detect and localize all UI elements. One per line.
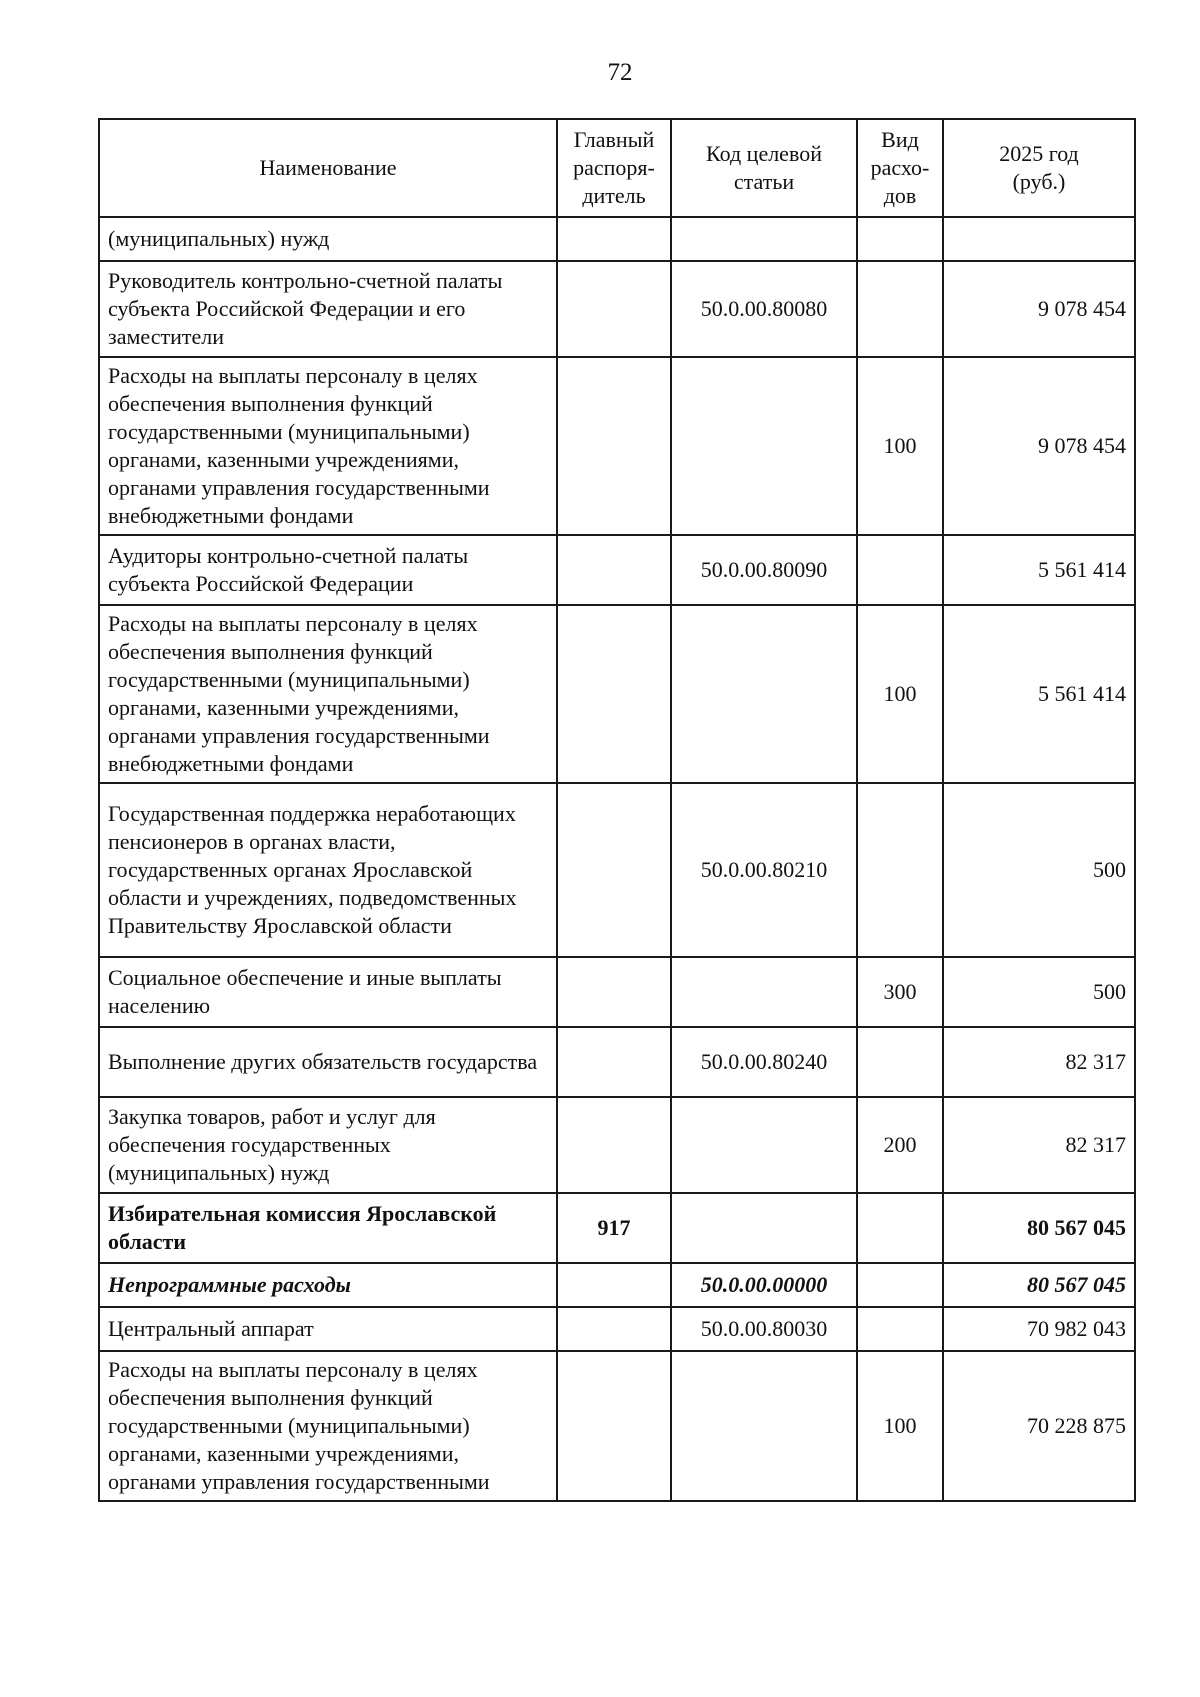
row-target-code-cell: 50.0.00.80030 <box>671 1307 857 1351</box>
row-name-cell: Непрограммные расходы <box>99 1263 557 1307</box>
row-expense-kind-cell <box>857 1307 943 1351</box>
row-name-cell: Расходы на выплаты персоналу в целях обеспечения выполнения функций государственными (муниципальными) органами, казенными учреждениями, органами управления государственными внебюджетными фондами <box>99 605 557 783</box>
row-expense-kind-cell <box>857 1263 943 1307</box>
row-target-code-cell <box>671 1351 857 1501</box>
row-target-code-cell: 50.0.00.80080 <box>671 261 857 357</box>
row-amount-cell: 500 <box>943 957 1135 1027</box>
row-chief-manager-cell <box>557 1351 671 1501</box>
row-expense-kind-cell <box>857 535 943 605</box>
row-amount-cell: 70 982 043 <box>943 1307 1135 1351</box>
row-amount-cell: 9 078 454 <box>943 261 1135 357</box>
row-amount-cell: 70 228 875 <box>943 1351 1135 1501</box>
row-name-cell: Закупка товаров, работ и услуг для обеспечения государственных (муниципальных) нужд <box>99 1097 557 1193</box>
row-amount-cell: 5 561 414 <box>943 535 1135 605</box>
table-row <box>99 1351 1135 1501</box>
table-row <box>99 957 1135 1027</box>
row-expense-kind-cell: 100 <box>857 605 943 783</box>
row-name-cell: Выполнение других обязательств государства <box>99 1027 557 1097</box>
row-amount-cell <box>943 217 1135 261</box>
row-chief-manager-cell <box>557 1027 671 1097</box>
row-expense-kind-cell: 200 <box>857 1097 943 1193</box>
row-amount-cell: 80 567 045 <box>943 1193 1135 1263</box>
row-expense-kind-cell <box>857 217 943 261</box>
row-amount-cell: 82 317 <box>943 1027 1135 1097</box>
table-body <box>99 217 1135 1501</box>
row-amount-cell: 5 561 414 <box>943 605 1135 783</box>
table-row <box>99 535 1135 605</box>
row-target-code-cell <box>671 1193 857 1263</box>
row-name-cell: Социальное обеспечение и иные выплаты населению <box>99 957 557 1027</box>
row-name-cell: Государственная поддержка неработающих пенсионеров в органах власти, государственных органах Ярославской области и учреждениях, подведомственных Правительству Ярославской области <box>99 783 557 957</box>
row-target-code-cell: 50.0.00.00000 <box>671 1263 857 1307</box>
row-amount-cell: 500 <box>943 783 1135 957</box>
row-chief-manager-cell <box>557 217 671 261</box>
row-expense-kind-cell: 100 <box>857 1351 943 1501</box>
row-chief-manager-cell <box>557 1263 671 1307</box>
row-name-cell: Аудиторы контрольно-счетной палаты субъекта Российской Федерации <box>99 535 557 605</box>
row-target-code-cell: 50.0.00.80090 <box>671 535 857 605</box>
row-target-code-cell <box>671 217 857 261</box>
row-chief-manager-cell <box>557 783 671 957</box>
table-row <box>99 1193 1135 1263</box>
table-row <box>99 783 1135 957</box>
row-chief-manager-cell <box>557 1307 671 1351</box>
row-expense-kind-cell: 100 <box>857 357 943 535</box>
row-chief-manager-cell <box>557 357 671 535</box>
table-header <box>99 119 1135 217</box>
table-row <box>99 261 1135 357</box>
table-row <box>99 217 1135 261</box>
row-expense-kind-cell <box>857 261 943 357</box>
row-target-code-cell <box>671 605 857 783</box>
row-chief-manager-cell <box>557 1097 671 1193</box>
table-row <box>99 1263 1135 1307</box>
header-chief-manager: Главный распоря- дитель <box>557 119 671 217</box>
table-row <box>99 1027 1135 1097</box>
budget-table <box>98 118 1136 1502</box>
header-amount-2025: 2025 год (руб.) <box>943 119 1135 217</box>
row-target-code-cell <box>671 957 857 1027</box>
row-chief-manager-cell <box>557 605 671 783</box>
row-amount-cell: 80 567 045 <box>943 1263 1135 1307</box>
header-row <box>99 119 1135 217</box>
row-amount-cell: 82 317 <box>943 1097 1135 1193</box>
row-target-code-cell: 50.0.00.80210 <box>671 783 857 957</box>
row-target-code-cell <box>671 357 857 535</box>
header-expense-kind: Вид расхо- дов <box>857 119 943 217</box>
row-name-cell: Избирательная комиссия Ярославской области <box>99 1193 557 1263</box>
row-name-cell: (муниципальных) нужд <box>99 217 557 261</box>
row-name-cell: Руководитель контрольно-счетной палаты субъекта Российской Федерации и его заместители <box>99 261 557 357</box>
row-expense-kind-cell <box>857 1193 943 1263</box>
row-target-code-cell <box>671 1097 857 1193</box>
row-name-cell: Центральный аппарат <box>99 1307 557 1351</box>
row-expense-kind-cell: 300 <box>857 957 943 1027</box>
table-row <box>99 357 1135 535</box>
row-chief-manager-cell <box>557 957 671 1027</box>
row-expense-kind-cell <box>857 1027 943 1097</box>
table-row <box>99 1097 1135 1193</box>
header-target-code: Код целевой статьи <box>671 119 857 217</box>
page-number: 72 <box>607 59 633 86</box>
row-chief-manager-cell: 917 <box>557 1193 671 1263</box>
row-name-cell: Расходы на выплаты персоналу в целях обеспечения выполнения функций государственными (муниципальными) органами, казенными учреждениями, органами управления государственными <box>99 1351 557 1501</box>
table-row <box>99 605 1135 783</box>
row-chief-manager-cell <box>557 535 671 605</box>
row-name-cell: Расходы на выплаты персоналу в целях обеспечения выполнения функций государственными (муниципальными) органами, казенными учреждениями, органами управления государственными внебюджетными фондами <box>99 357 557 535</box>
header-name: Наименование <box>99 119 557 217</box>
row-target-code-cell: 50.0.00.80240 <box>671 1027 857 1097</box>
row-expense-kind-cell <box>857 783 943 957</box>
table-row <box>99 1307 1135 1351</box>
row-amount-cell: 9 078 454 <box>943 357 1135 535</box>
row-chief-manager-cell <box>557 261 671 357</box>
